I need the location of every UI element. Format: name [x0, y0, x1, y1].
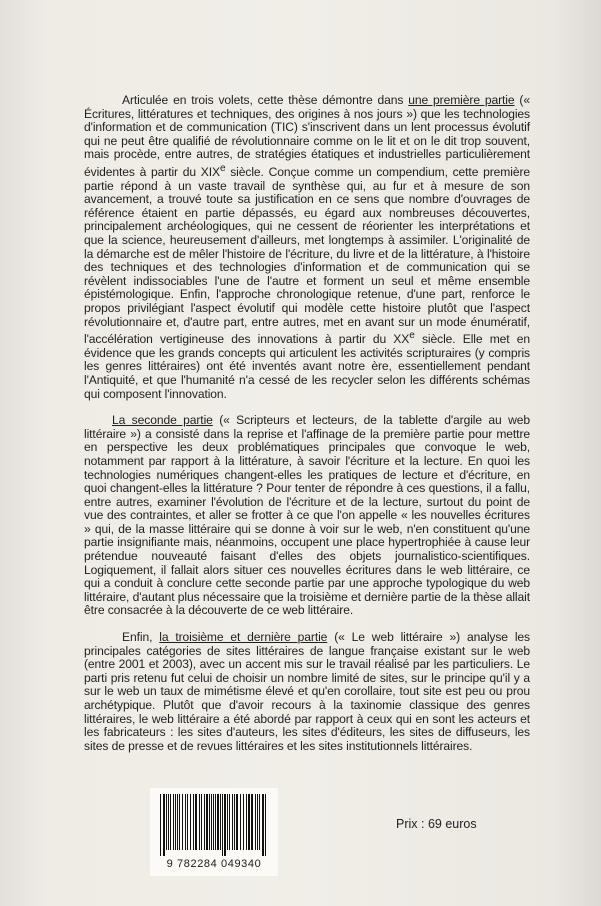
barcode-bar — [215, 794, 216, 850]
barcode-bar — [170, 794, 171, 850]
isbn-barcode — [150, 788, 278, 876]
barcode-bar — [163, 794, 165, 856]
p1-s2: (« Écritures, littératures et techniques, des origines à nos jours ») que les technologies d'information et de communication (TIC) s'inscrivent dans un lent processus évolutif qui ne peut être qualifié de révolutionnaire comme on le lit et on le dit trop souvent, mais procède, entre autres, de stratégies étatiques et industrielles particulièrement évidentes à partir du XIX — [84, 93, 530, 179]
barcode-bar — [240, 794, 241, 850]
barcode-bar — [227, 794, 228, 850]
barcode-bar — [265, 794, 266, 856]
barcode-bar — [175, 794, 176, 850]
barcode-bar — [179, 794, 180, 850]
barcode-bar — [168, 794, 169, 850]
barcode-bar — [206, 794, 208, 850]
summary-text — [84, 94, 530, 753]
barcode-bar — [209, 794, 210, 850]
price-label: Prix : 69 euros — [396, 817, 477, 831]
p3-s1: Enfin, — [122, 630, 160, 645]
p1-s4: siècle. Elle met en évidence que les grands concepts qui articulent les activités scripturaires (y compris les genres littéraires) ont été inventés avant notre ère, essentiellement pendant l'Antiquité, et que l'humanité n'a cessé de les recycler selon les différents schémas qui composent l'innovation. — [84, 332, 531, 401]
third-part-heading: la troisième et dernière partie — [159, 630, 328, 645]
barcode-bar — [262, 794, 264, 856]
p3-s2: (« Le web littéraire ») analyse les principales catégories de sites littéraires de langue française existant sur le web (entre 2001 et 2003), avec un accent mis sur le travail réalisé par les particuliers. Le parti pris retenu fut celui de choisir un nombre limité de sites, sur le principe qu'il y a sur le web un taux de mimétisme élevé et qu'en corollaire, tout site est peu ou prou archétypique. Plutôt que d'avoir recours à la taxinomie classique des genres littéraires, le web littéraire a été abordé par rapport à ceux qui en sont les acteurs et les fabricateurs : les sites d'auteurs, les sites d'éditeurs, les sites de diffuseurs, les sites de presse et de revues littéraires et les sites institutionnels littéraires. — [84, 630, 530, 753]
first-part-heading: une première partie — [408, 93, 515, 107]
barcode-bar — [232, 794, 233, 850]
paragraph-first-part — [84, 94, 530, 401]
century-superscript-20: e — [409, 330, 415, 342]
barcode-bars — [158, 794, 270, 856]
barcode-bar — [217, 794, 219, 850]
barcode-bar — [193, 794, 194, 850]
barcode-bar — [257, 794, 258, 850]
barcode-bar — [211, 794, 212, 850]
barcode-bar — [259, 794, 260, 850]
barcode-bar — [213, 794, 214, 850]
p2-s1: (« Scripteurs et lecteurs, de la tablette d'argile au web littéraire ») a consisté dans la reprise et l'affinage de la première partie pour mettre en perspective les deux problématiques principales que convoque le web, notamment par rapport à la littérature, à savoir l'écriture et la lecture. En quoi les technologies numériques changent-elles les pratiques de lecture et d'écriture, en quoi changent-elles la littérature ? Pour tenter de répondre à ces questions, il a fallu, entre autres, examiner l'évolution de l'écriture et de la lecture, surtout du point de vue des contraintes, et aller se frotter à ce que l'on appelle « les nouvelles écritures » qui, de la masse littéraire qui se donne à voir sur le web, n'en constituent qu'une partie insignifiante mais, néanmoins, occupent une place hypertrophiée à cause leur prétendue nouveauté faisant d'elles des objets journalistico-scientifiques. Logiquement, il fallait alors situer ces nouvelles écritures dans le web littéraire, ce qui a conduit à conclure cette seconde partie par une approche typologique du web littéraire, d'autant plus nécessaire que la troisième et dernière partie de la thèse allait être consacrée à la découverte de ce web littéraire. — [84, 413, 530, 618]
p1-s1: Articulée en trois volets, cette thèse démontre dans — [122, 93, 409, 107]
barcode-bar — [204, 794, 205, 850]
barcode-bar — [255, 794, 256, 850]
barcode-bar — [220, 794, 221, 850]
barcode-bar — [229, 794, 230, 850]
barcode-bar — [251, 794, 253, 850]
barcode-bar — [182, 794, 183, 850]
barcode-bar — [187, 794, 188, 850]
barcode-bar — [199, 794, 200, 850]
barcode-digits: 9 782284 049340 — [166, 858, 262, 870]
century-superscript-19: e — [219, 162, 226, 174]
barcode-bar — [166, 794, 167, 850]
barcode-bar — [246, 794, 247, 850]
barcode-bar — [195, 794, 197, 850]
barcode-bar — [185, 794, 186, 850]
paragraph-second-part — [84, 414, 530, 618]
barcode-bar — [236, 794, 238, 850]
barcode-bar — [224, 794, 226, 856]
barcode-bar — [160, 794, 161, 856]
barcode-bar — [248, 794, 250, 850]
barcode-bar — [201, 794, 202, 850]
barcode-bar — [234, 794, 235, 850]
barcode-bar — [222, 794, 223, 856]
paragraph-third-part — [84, 631, 530, 753]
second-part-heading: La seconde partie — [112, 413, 213, 428]
barcode-bar — [177, 794, 178, 850]
p1-s3: siècle. Conçue comme un compendium, cette première partie répond à un vaste travail de synthèse qui, au fur et à mesure de son avancement, a trouvé toute sa justification en ce sens que nombre d'ouvrages de référence étaient en partie dépassés, eu égard aux nombreuses découvertes, principalement archéologiques, qui ne cessent de réorienter les interprétations et que la science, heureusement d'ailleurs, met longtemps à assimiler. L'originalité de la démarche est de mêler l'histoire de l'écriture, du livre et de la littérature, à l'histoire des techniques et des technologies d'information et de communication qui se révèlent indissociables l'une de l'autre et forment un seul et même ensemble épistémologique. Enfin, l'approche chronologique retenue, d'une part, renforce le propos privilégiant l'aspect évolutif qui modèle cette histoire plutôt que l'aspect révolutionnaire et, d'autre part, entre autres, met en avant sur un mode énumératif, l'accélération vertigineuse des innovations à partir du XX — [84, 165, 530, 347]
barcode-bar — [243, 794, 244, 850]
barcode-bar — [173, 794, 174, 850]
barcode-bar — [190, 794, 191, 850]
